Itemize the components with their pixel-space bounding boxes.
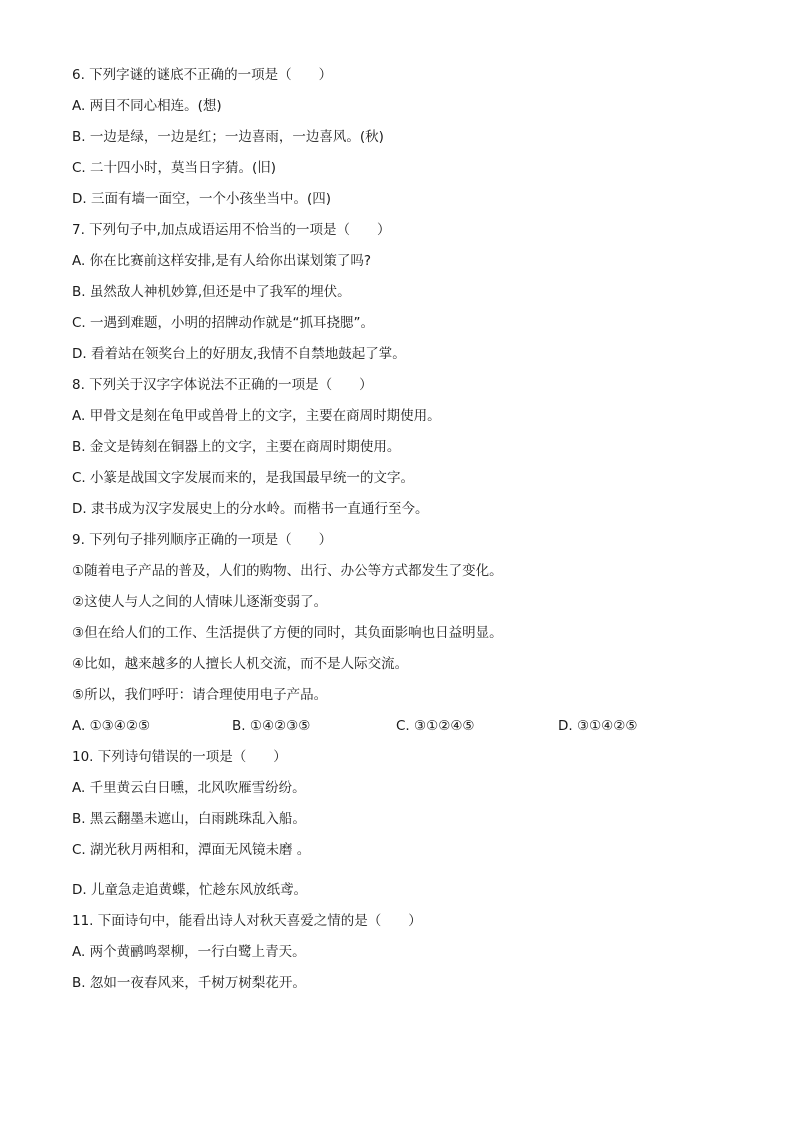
question-6-option-b: B. 一边是绿，一边是红；一边喜雨，一边喜风。(秋) bbox=[72, 129, 384, 145]
question-9-sentence-3: ③但在给人们的工作、生活提供了方便的同时，其负面影响也日益明显。 bbox=[72, 625, 503, 641]
question-8-option-c: C. 小篆是战国文字发展而来的，是我国最早统一的文字。 bbox=[72, 470, 415, 486]
question-8-stem: 8. 下列关于汉字字体说法不正确的一项是（ ） bbox=[72, 377, 373, 393]
question-6-option-d: D. 三面有墙一面空，一个小孩坐当中。(四) bbox=[72, 191, 332, 207]
question-7-stem: 7. 下列句子中,加点成语运用不恰当的一项是（ ） bbox=[72, 222, 391, 238]
question-9-stem: 9. 下列句子排列顺序正确的一项是（ ） bbox=[72, 532, 333, 548]
question-9-option-a: A. ①③④②⑤ bbox=[72, 718, 151, 734]
question-9-option-c: C. ③①②④⑤ bbox=[396, 718, 475, 734]
question-11-option-b: B. 忽如一夜春风来，千树万树梨花开。 bbox=[72, 975, 306, 991]
question-11-stem: 11. 下面诗句中，能看出诗人对秋天喜爱之情的是（ ） bbox=[72, 913, 422, 929]
question-9-options bbox=[72, 715, 732, 746]
question-8-option-a: A. 甲骨文是刻在龟甲或兽骨上的文字，主要在商周时期使用。 bbox=[72, 408, 441, 424]
question-7-option-d: D. 看着站在领奖台上的好朋友,我情不自禁地鼓起了掌。 bbox=[72, 346, 406, 362]
question-10-option-d: D. 儿童急走追黄蝶，忙趁东风放纸鸢。 bbox=[72, 882, 307, 898]
question-8-option-d: D. 隶书成为汉字发展史上的分水岭。而楷书一直通行至今。 bbox=[72, 501, 429, 517]
question-6-stem: 6. 下列字谜的谜底不正确的一项是（ ） bbox=[72, 67, 333, 83]
question-9-option-b: B. ①④②③⑤ bbox=[232, 718, 311, 734]
question-11-option-a: A. 两个黄鹂鸣翠柳，一行白鹭上青天。 bbox=[72, 944, 306, 960]
question-7-option-a: A. 你在比赛前这样安排,是有人给你出谋划策了吗? bbox=[72, 253, 372, 269]
question-10-stem: 10. 下列诗句错误的一项是（ ） bbox=[72, 749, 287, 765]
question-7-option-b: B. 虽然敌人神机妙算,但还是中了我军的埋伏。 bbox=[72, 284, 351, 300]
question-6-option-a: A. 两目不同心相连。(想) bbox=[72, 98, 222, 114]
question-8-option-b: B. 金文是铸刻在铜器上的文字，主要在商周时期使用。 bbox=[72, 439, 401, 455]
question-7-option-c: C. 一遇到难题，小明的招牌动作就是“抓耳挠腮”。 bbox=[72, 315, 374, 331]
question-10-option-a: A. 千里黄云白日曛，北风吹雁雪纷纷。 bbox=[72, 780, 306, 796]
question-10-option-b: B. 黑云翻墨未遮山，白雨跳珠乱入船。 bbox=[72, 811, 306, 827]
document-page bbox=[72, 64, 732, 1003]
question-9-sentence-1: ①随着电子产品的普及，人们的购物、出行、办公等方式都发生了变化。 bbox=[72, 563, 503, 579]
question-9-sentence-2: ②这使人与人之间的人情味儿逐渐变弱了。 bbox=[72, 594, 328, 610]
question-9-sentence-4: ④比如，越来越多的人擅长人机交流，而不是人际交流。 bbox=[72, 656, 409, 672]
question-9-option-d: D. ③①④②⑤ bbox=[558, 718, 638, 734]
question-9-sentence-5: ⑤所以，我们呼吁：请合理使用电子产品。 bbox=[72, 687, 328, 703]
question-10-option-c: C. 湖光秋月两相和，潭面无风镜未磨 。 bbox=[72, 842, 311, 858]
question-6-option-c: C. 二十四小时，莫当日字猜。(旧) bbox=[72, 160, 277, 176]
